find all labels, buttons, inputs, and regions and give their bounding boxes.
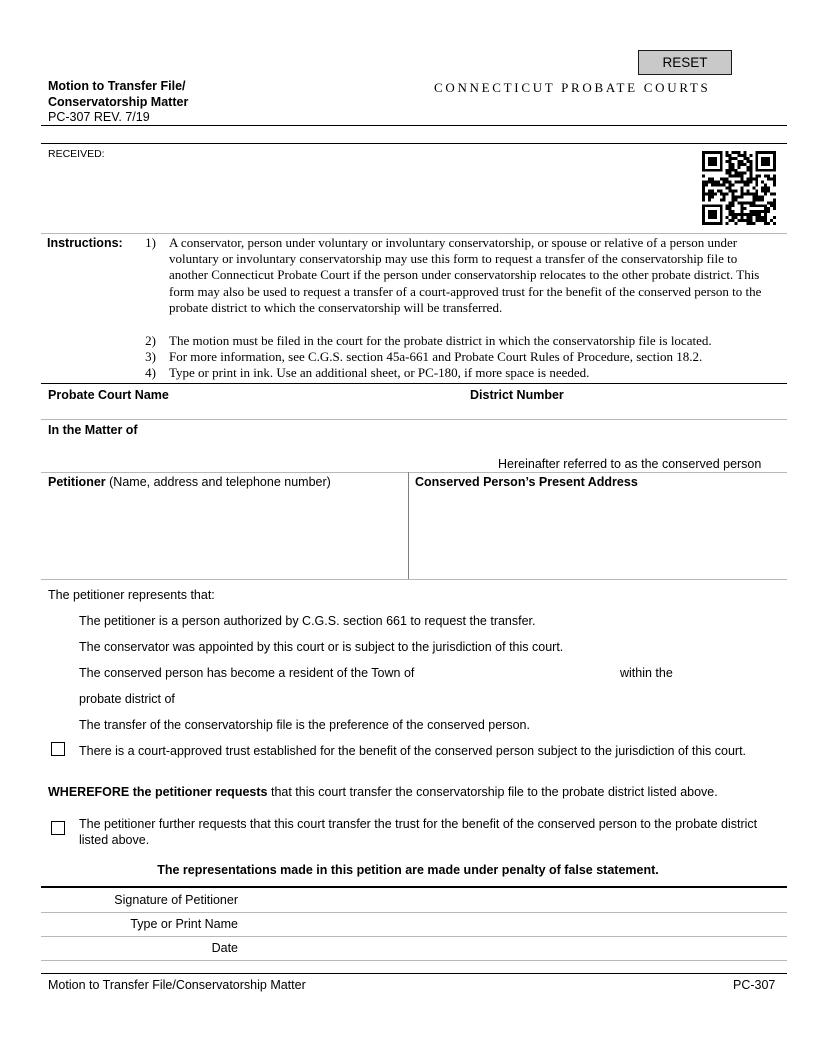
instructions-bottom-rule (41, 383, 787, 384)
within-the-label: within the (620, 666, 673, 680)
form-title-line2: Conservatorship Matter (48, 95, 189, 109)
instruction-number: 1) (145, 235, 156, 250)
representation-appointed: The conservator was appointed by this court or is subject to the jurisdiction of this court. (79, 640, 564, 654)
instruction-number: 3) (145, 349, 156, 364)
print-name-field[interactable] (246, 914, 781, 934)
petitioner-sublabel: (Name, address and telephone number) (109, 475, 331, 489)
reset-button[interactable]: RESET (638, 50, 732, 75)
representation-authorized: The petitioner is a person authorized by C.G.S. section 661 to request the transfer. (79, 614, 536, 628)
represents-intro: The petitioner represents that: (48, 588, 215, 602)
footer-rule (41, 973, 787, 974)
wherefore-rest: that this court transfer the conservatorship file to the probate district listed above. (270, 785, 718, 799)
petitioner-top-rule (41, 472, 787, 473)
received-top-rule (41, 143, 787, 144)
in-the-matter-of-field[interactable] (48, 439, 778, 454)
qr-modules (702, 151, 776, 225)
instruction-number: 2) (145, 333, 156, 348)
qr-code-icon (702, 151, 776, 225)
instruction-number: 4) (145, 365, 156, 380)
petitioner-bottom-rule (41, 579, 787, 580)
wherefore-statement (48, 785, 718, 799)
hereinafter-label: Hereinafter referred to as the conserved person (498, 457, 762, 471)
date-rule (41, 960, 787, 961)
instruction-text: The motion must be filed in the court for the probate district in which the conservatorship file is located. (169, 333, 712, 348)
date-field[interactable] (246, 938, 781, 958)
petitioner-column-divider (408, 472, 409, 579)
district-number-label: District Number (470, 388, 564, 402)
petitioner-label (48, 475, 331, 489)
instructions-label: Instructions: (47, 236, 123, 250)
further-request-statement: The petitioner further requests that this court transfer the trust for the benefit of the conserved person to the probate district listed above. (79, 817, 758, 847)
footer-form-number: PC-307 (733, 978, 776, 992)
form-title-line1: Motion to Transfer File/ (48, 79, 186, 93)
petitioner-label-bold: Petitioner (48, 475, 106, 489)
print-name-rule (41, 936, 787, 937)
signature-label: Signature of Petitioner (114, 893, 238, 907)
representation-resident-town: The conserved person has become a resident of the Town of (79, 666, 415, 680)
representation-preference: The transfer of the conservatorship file is the preference of the conserved person. (79, 718, 530, 732)
probate-district-of-label: probate district of (79, 692, 175, 706)
conserved-address-field[interactable] (415, 493, 780, 575)
wherefore-bold: WHEREFORE the petitioner requests (48, 785, 268, 799)
instruction-text: Type or print in ink. Use an additional sheet, or PC-180, if more space is needed. (169, 365, 590, 380)
petitioner-field[interactable] (48, 493, 400, 575)
date-label: Date (211, 941, 238, 955)
court-row-rule (41, 419, 787, 420)
trust-statement: There is a court-approved trust established for the benefit of the conserved person subject to the jurisdiction of this court. (79, 744, 747, 758)
received-label: RECEIVED: (48, 148, 105, 160)
trust-checkbox[interactable] (51, 742, 65, 756)
probate-court-name-label: Probate Court Name (48, 388, 169, 402)
penalty-statement: The representations made in this petition are made under penalty of false statement. (157, 863, 659, 877)
form-number: PC-307 REV. 7/19 (48, 110, 150, 124)
instruction-text: A conservator, person under voluntary or involuntary conservatorship, or spouse or relative of a person under voluntary or involuntary conservatorship may use this form to request a transfer of the conservatorship file to another Connecticut Probate Court if the person under conservatorship relocates to the other probate district. This form may also be used to request a transfer of a court-approved trust for the benefit of the conserved person to the probate district to which the conservatorship will be transferred. (169, 235, 762, 315)
town-field[interactable] (442, 664, 614, 680)
instructions-top-rule (41, 233, 787, 234)
probate-district-field[interactable] (186, 690, 776, 706)
signature-field[interactable] (246, 890, 781, 910)
conserved-address-label: Conserved Person’s Present Address (415, 475, 638, 489)
header-rule (41, 125, 787, 126)
print-name-label: Type or Print Name (130, 917, 238, 931)
instruction-text: For more information, see C.G.S. section 45a-661 and Probate Court Rules of Procedure, section 18.2. (169, 349, 703, 364)
probate-court-name-field[interactable] (48, 404, 458, 418)
signature-top-rule (41, 886, 787, 888)
transfer-trust-checkbox[interactable] (51, 821, 65, 835)
footer-form-name: Motion to Transfer File/Conservatorship Matter (48, 978, 306, 992)
district-number-field[interactable] (470, 404, 780, 418)
in-the-matter-of-label: In the Matter of (48, 423, 138, 437)
signature-rule (41, 912, 787, 913)
court-title: CONNECTICUT PROBATE COURTS (434, 80, 711, 95)
